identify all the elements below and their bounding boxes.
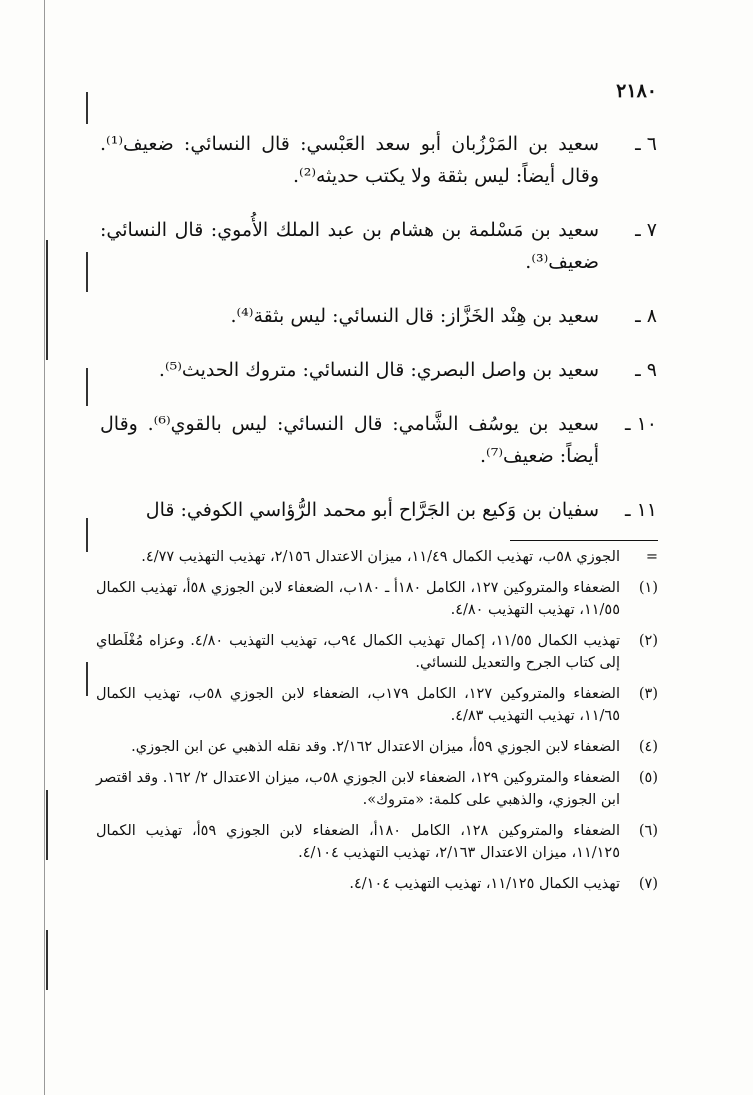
footnote-mark: = xyxy=(645,549,658,565)
footnote-text: تهذيب الكمال ١١/١٢٥، تهذيب التهذيب ٤/١٠٤. xyxy=(349,876,620,892)
footnote-mark: (٧) xyxy=(638,876,658,892)
scan-mark xyxy=(86,252,88,292)
entry-number: ١١ ـ xyxy=(624,499,657,521)
footnote-2 xyxy=(96,630,658,674)
scan-mark xyxy=(46,930,48,990)
entry-number: ١٠ ـ xyxy=(624,413,657,435)
entry-number: ٨ ـ xyxy=(635,305,657,327)
footnote-text: الضعفاء والمتروكين ١٢٩، الضعفاء لابن الجوزي ٥٨ب، ميزان الاعتدال ٢/ ١٦٢. وقد اقتصر ابن الجوزي، والذهبي على كلمة: «متروك». xyxy=(96,770,620,808)
footnote-5 xyxy=(96,767,658,811)
entry-10 xyxy=(100,408,657,472)
entry-text: سعيد بن واصل البصري: قال النسائي: متروك الحديث⁽⁵⁾. xyxy=(158,359,599,381)
footnote-text: الضعفاء والمتروكين ١٢٨، الكامل ١٨٠أ، الضعفاء لابن الجوزي ٥٩أ، تهذيب الكمال ١١/١٢٥، ميزان الاعتدال ٢/١٦٣، تهذيب التهذيب ٤/١٠٤. xyxy=(96,823,620,861)
biography-entries xyxy=(100,128,657,548)
entry-text: سعيد بن يوسُف الشَّامي: قال النسائي: ليس بالقوي⁽⁶⁾. وقال أيضاً: ضعيف⁽⁷⁾. xyxy=(100,413,599,467)
footnote-mark: (٤) xyxy=(638,739,658,755)
entry-7 xyxy=(100,214,657,278)
footnote-mark: (١) xyxy=(638,580,658,596)
scan-mark xyxy=(46,790,48,860)
footnote-mark: (٦) xyxy=(638,823,658,839)
scan-mark xyxy=(86,662,88,696)
footnote-7 xyxy=(96,873,658,895)
entry-text: سعيد بن المَرْزُبان أبو سعد العَبْسي: قال النسائي: ضعيف⁽¹⁾. وقال أيضاً: ليس بثقة ولا يكتب حديثه⁽²⁾. xyxy=(100,133,599,187)
entry-number: ٧ ـ xyxy=(635,219,657,241)
footnote-1 xyxy=(96,577,658,621)
footnote-mark: (٣) xyxy=(638,686,658,702)
footnote-3 xyxy=(96,683,658,727)
scan-edge-line xyxy=(44,0,45,1095)
scan-mark xyxy=(46,240,48,360)
footnote-text: الضعفاء والمتروكين ١٢٧، الكامل ١٧٩ب، الضعفاء لابن الجوزي ٥٨ب، تهذيب الكمال ١١/٦٥، تهذيب التهذيب ٤/٨٣. xyxy=(96,686,620,724)
footnote-text: الجوزي ٥٨ب، تهذيب الكمال ١١/٤٩، ميزان الاعتدال ٢/١٥٦، تهذيب التهذيب ٤/٧٧. xyxy=(141,549,620,565)
footnote-4 xyxy=(96,736,658,758)
entry-9 xyxy=(100,354,657,386)
entry-text: سعيد بن هِنْد الخَزَّاز: قال النسائي: ليس بثقة⁽⁴⁾. xyxy=(230,305,599,327)
footnote-text: الضعفاء والمتروكين ١٢٧، الكامل ١٨٠أ ـ ١٨٠ب، الضعفاء لابن الجوزي ٥٨أ، تهذيب الكمال ١١/٥٥، تهذيب التهذيب ٤/٨٠. xyxy=(96,580,620,618)
entry-11 xyxy=(100,494,657,526)
entry-text: سفيان بن وَكيع بن الجَرَّاح أبو محمد الرُّؤاسي الكوفي: قال xyxy=(145,499,599,521)
footnote-mark: (٢) xyxy=(638,633,658,649)
entry-text: سعيد بن مَسْلمة بن هشام بن عبد الملك الأُموي: قال النسائي: ضعيف⁽³⁾. xyxy=(100,219,599,273)
footnote-divider xyxy=(510,540,658,541)
scan-mark xyxy=(86,518,88,552)
entry-number: ٦ ـ xyxy=(635,133,657,155)
entry-number: ٩ ـ xyxy=(635,359,657,381)
footnote-text: الضعفاء لابن الجوزي ٥٩أ، ميزان الاعتدال ٢/١٦٢. وقد نقله الذهبي عن ابن الجوزي. xyxy=(131,739,620,755)
footnote-mark: (٥) xyxy=(638,770,658,786)
scan-mark xyxy=(86,368,88,406)
entry-8 xyxy=(100,300,657,332)
entry-6 xyxy=(100,128,657,192)
scan-mark xyxy=(86,92,88,124)
footnote-6 xyxy=(96,820,658,864)
page-number: ٢١٨٠ xyxy=(616,80,657,102)
footnotes xyxy=(96,546,658,904)
footnote-text: تهذيب الكمال ١١/٥٥، إكمال تهذيب الكمال ٩٤ب، تهذيب التهذيب ٤/٨٠. وعزاه مُغْلَطاي إلى كتاب الجرح والتعديل للنسائي. xyxy=(96,633,620,671)
footnote-continued xyxy=(96,546,658,568)
